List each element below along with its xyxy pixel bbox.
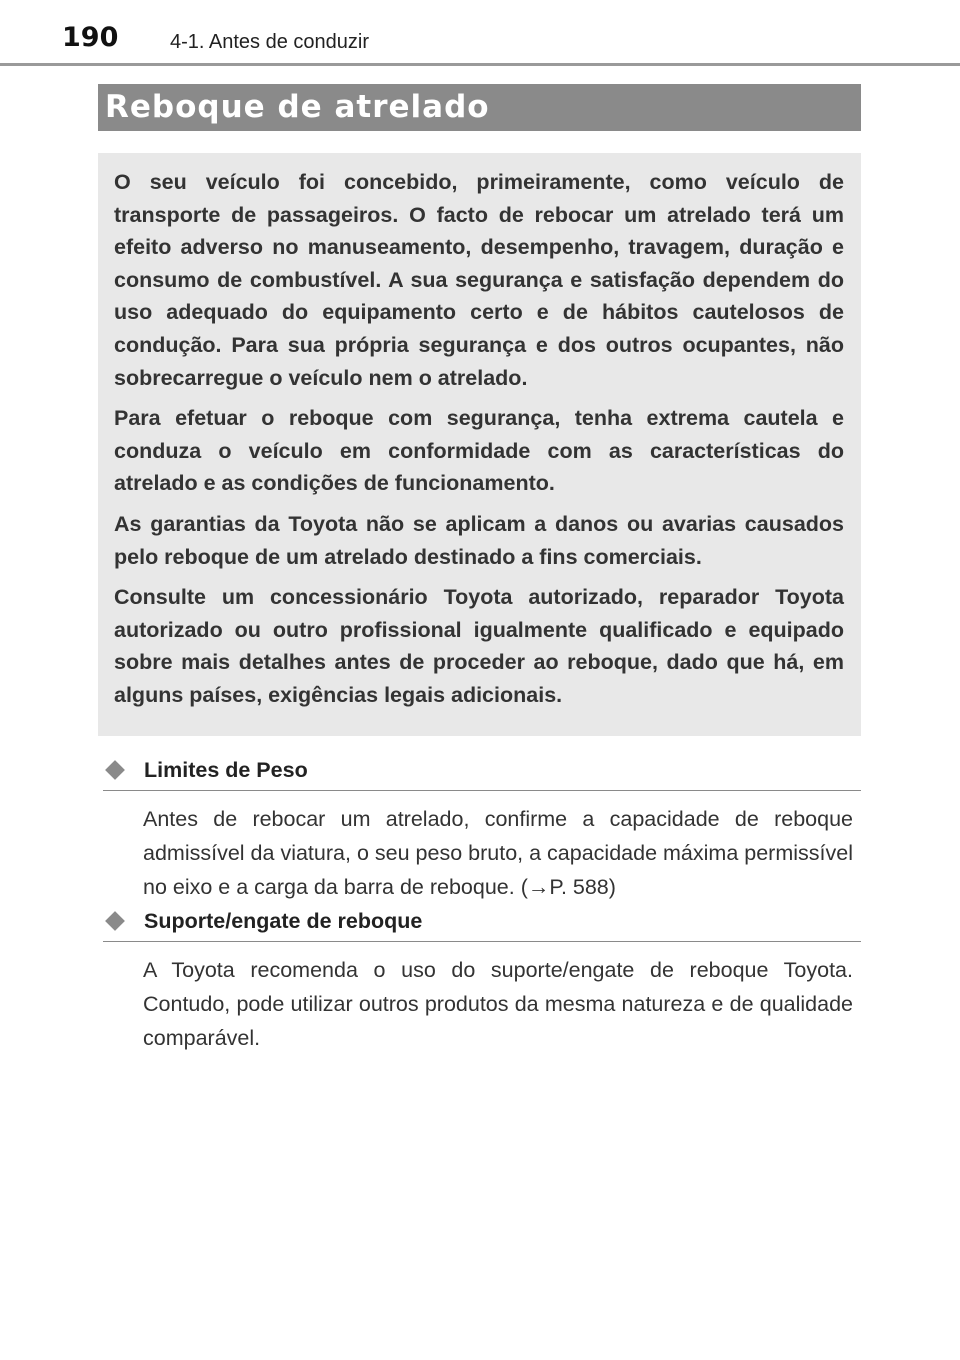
intro-paragraph-3: As garantias da Toyota não se aplicam a danos ou avarias causados pelo reboque de um atrelado destinado a fins comerciais. — [114, 511, 844, 569]
intro-box — [98, 153, 861, 736]
diamond-icon — [105, 911, 125, 931]
intro-paragraph-1: O seu veículo foi concebido, primeiramente, como veículo de transporte de passageiros. O facto de rebocar um atrelado terá um efeito adverso no manuseamento, desempenho, travagem, duração e consumo de combustível. A sua segurança e satisfação dependem do uso adequado do equipamento certo e de hábitos cautelosos de condução. Para sua própria segurança e dos outros ocupantes, não sobrecarregue o veículo nem o atrelado. — [114, 170, 844, 390]
section-label: 4-1. Antes de conduzir — [170, 31, 370, 53]
section-heading — [103, 909, 861, 945]
intro-paragraph-4: Consulte um concessionário Toyota autorizado, reparador Toyota autorizado ou outro profissional igualmente qualificado e equipado sobre mais detalhes antes de proceder ao reboque, dado que há, em alguns países, exigências legais adicionais. — [114, 585, 844, 707]
header-rule — [0, 63, 960, 66]
section-title: Suporte/engate de reboque — [144, 909, 423, 933]
section-title: Limites de Peso — [144, 758, 308, 782]
title-bar — [98, 84, 861, 131]
section-rule — [103, 790, 861, 791]
intro-paragraph-2: Para efetuar o reboque com segurança, tenha extrema cautela e conduza o veículo em conformidade com as características do atrelado e as condições de funcionamento. — [114, 406, 844, 496]
page-title: Reboque de atrelado — [105, 89, 490, 125]
page-header — [0, 0, 960, 66]
page-number: 190 — [62, 22, 119, 53]
diamond-icon — [105, 760, 125, 780]
section-body: Antes de rebocar um atrelado, confirme a capacidade de reboque admissível da viatura, o seu peso bruto, a capacidade máxima permissível no eixo e a carga da barra de reboque. (→P. 588) — [143, 807, 853, 899]
section-weight-limits — [103, 758, 861, 904]
section-body: A Toyota recomenda o uso do suporte/engate de reboque Toyota. Contudo, pode utilizar outros produtos da mesma natureza e de qualidade comparável. — [143, 958, 853, 1050]
section-tow-hitch — [103, 909, 861, 1055]
section-rule — [103, 941, 861, 942]
section-heading — [103, 758, 861, 794]
